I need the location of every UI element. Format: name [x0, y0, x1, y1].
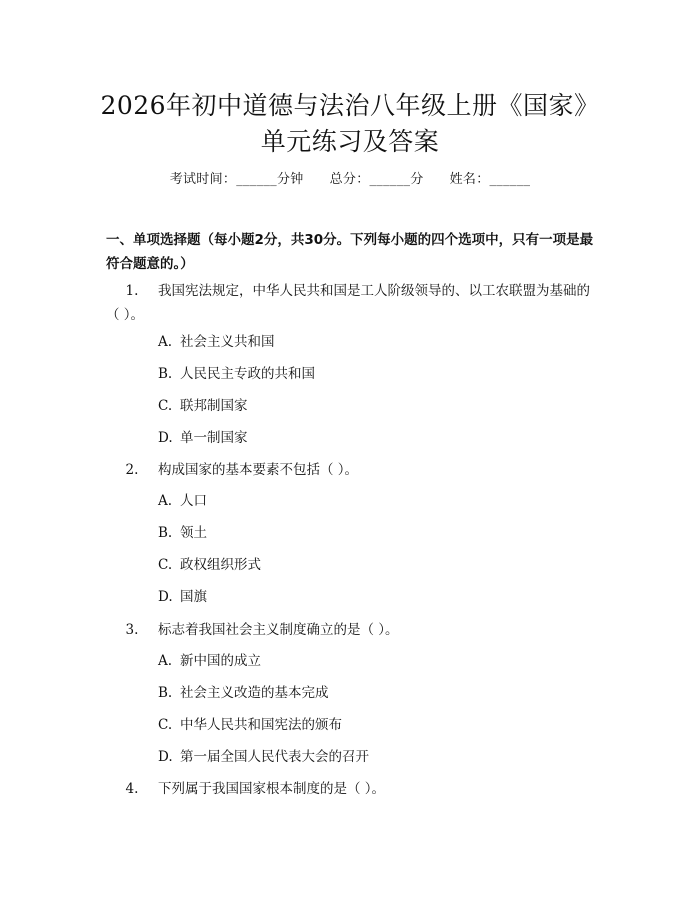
question-number: 1. [125, 283, 139, 299]
question-text: 下列属于我国国家根本制度的是（ ）。 [158, 781, 386, 797]
exam-meta [0, 168, 700, 187]
q3-option-a [158, 651, 261, 671]
question-number: 2. [125, 462, 139, 478]
option-letter: C. [158, 557, 173, 573]
q3-option-b [158, 683, 329, 703]
q2-option-c [158, 555, 261, 575]
question-2-stem [106, 458, 606, 482]
option-text: 人民民主专政的共和国 [180, 366, 315, 382]
question-number: 4. [125, 781, 139, 797]
option-letter: A. [158, 493, 173, 509]
option-text: 政权组织形式 [180, 557, 261, 573]
student-name-field: 姓名：______ [449, 172, 531, 187]
option-letter: D. [158, 430, 173, 446]
question-1-stem-cont [106, 303, 606, 327]
option-text: 新中国的成立 [180, 653, 261, 669]
question-text: 标志着我国社会主义制度确立的是（ ）。 [158, 622, 399, 638]
q1-option-b [158, 364, 315, 384]
q1-option-d [158, 428, 248, 448]
q3-option-d [158, 747, 369, 767]
question-4-stem [106, 777, 606, 801]
option-text: 社会主义改造的基本完成 [180, 685, 329, 701]
option-letter: D. [158, 749, 173, 765]
question-1-stem [106, 279, 606, 303]
option-letter: D. [158, 589, 173, 605]
option-text: 人口 [180, 493, 207, 509]
option-letter: B. [158, 366, 173, 382]
option-letter: A. [158, 334, 173, 350]
exam-time-field: 考试时间：______分钟 [169, 172, 304, 187]
question-text-cont: （ ）。 [106, 307, 145, 323]
question-3-stem [106, 618, 606, 642]
document-title-line2: 单元练习及答案 [260, 127, 440, 156]
q3-option-c [158, 715, 342, 735]
document-title-line1: 2026年初中道德与法治八年级上册《国家》 [100, 91, 600, 120]
q2-option-a [158, 491, 207, 511]
question-text: 我国宪法规定，中华人民共和国是工人阶级领导的、以工农联盟为基础的 [158, 283, 590, 299]
option-letter: A. [158, 653, 173, 669]
option-text: 第一届全国人民代表大会的召开 [180, 749, 369, 765]
option-letter: B. [158, 685, 173, 701]
option-letter: C. [158, 398, 173, 414]
option-text: 中华人民共和国宪法的颁布 [180, 717, 342, 733]
option-letter: B. [158, 525, 173, 541]
option-text: 联邦制国家 [180, 398, 248, 414]
option-text: 领土 [180, 525, 207, 541]
question-text: 构成国家的基本要素不包括（ ）。 [158, 462, 359, 478]
option-text: 社会主义共和国 [180, 334, 275, 350]
q1-option-a [158, 332, 275, 352]
question-number: 3. [125, 622, 139, 638]
q2-option-b [158, 523, 207, 543]
section-heading: 一、单项选择题（每小题2分，共30分。下列每小题的四个选项中，只有一项是最符合题意的。） [106, 232, 594, 272]
option-text: 国旗 [180, 589, 207, 605]
total-score-field: 总分：______分 [329, 172, 424, 187]
option-letter: C. [158, 717, 173, 733]
q2-option-d [158, 587, 207, 607]
option-text: 单一制国家 [180, 430, 248, 446]
q1-option-c [158, 396, 248, 416]
